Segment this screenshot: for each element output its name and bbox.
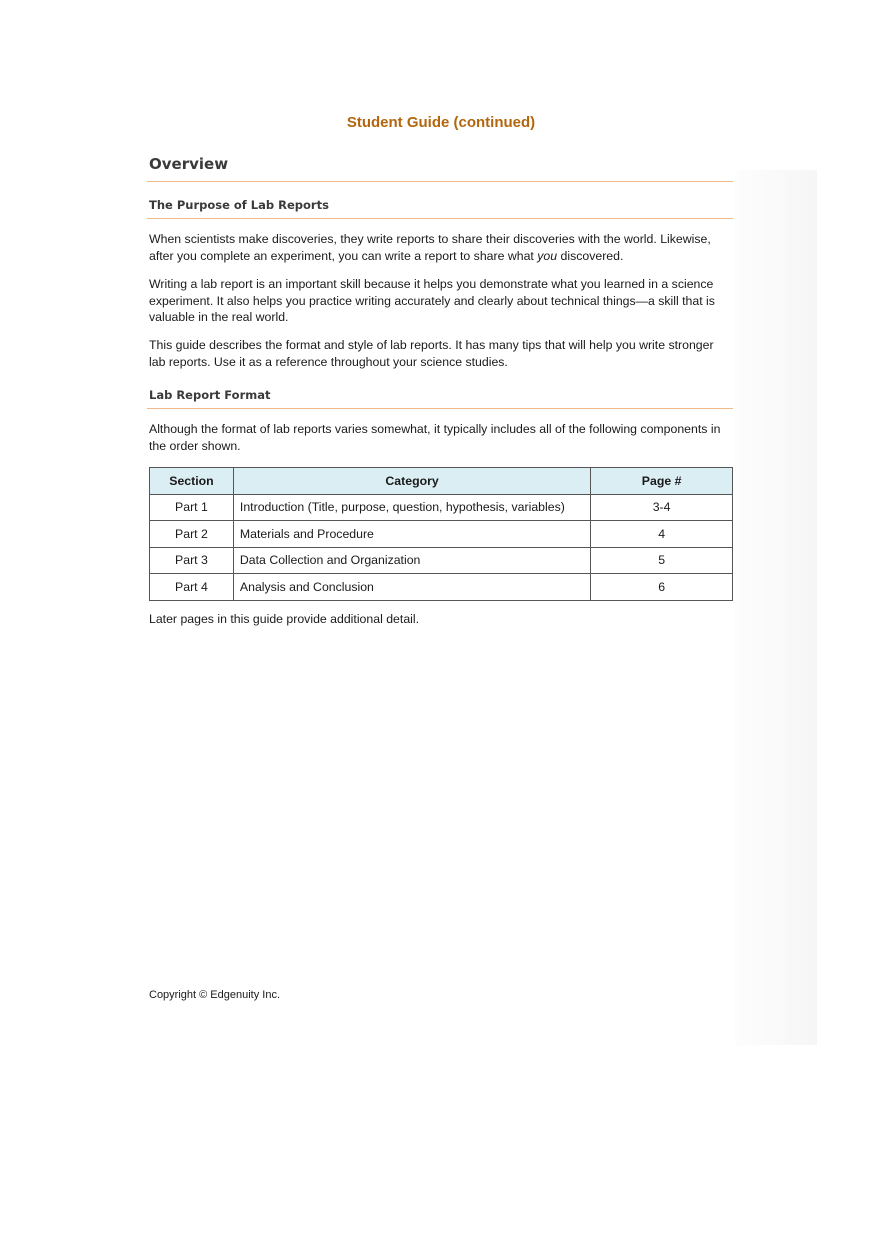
page-edge-shade [735, 170, 817, 1045]
after-table-note: Later pages in this guide provide additional detail. [149, 612, 420, 626]
format-intro: Although the format of lab reports varies somewhat, it typically includes all of the following components in the order shown. [149, 422, 721, 453]
purpose-paragraph-1 [149, 231, 733, 264]
table-cell: Analysis and Conclusion [233, 574, 590, 601]
table-cell: Introduction (Title, purpose, question, hypothesis, variables) [233, 494, 590, 521]
column-header-category: Category [233, 468, 590, 495]
purpose-heading: The Purpose of Lab Reports [149, 198, 329, 212]
overview-heading: Overview [149, 155, 229, 173]
components-table [149, 467, 733, 601]
table-row [150, 547, 733, 574]
heading-divider [147, 181, 733, 182]
table-cell: 6 [591, 574, 733, 601]
table-row [150, 494, 733, 521]
table-cell: Data Collection and Organization [233, 547, 590, 574]
purpose-paragraph-3: This guide describes the format and style of lab reports. It has many tips that will help you write stronger lab reports. Use it as a reference throughout your science studies. [149, 338, 714, 369]
copyright-footer: Copyright © Edgenuity Inc. [149, 989, 281, 1001]
table-cell: Part 2 [150, 521, 234, 548]
purpose-paragraph-2: Writing a lab report is an important skill because it helps you demonstrate what you learned in a science experiment. It also helps you practice writing accurately and clearly about technical things—a skill that is valuable in the real world. [149, 277, 715, 324]
paragraph-text: When scientists make discoveries, they write reports to share their discoveries with the world. Likewise, after you complete an experiment, you can write a report to share what [149, 232, 711, 263]
format-heading: Lab Report Format [149, 388, 271, 402]
emphasis-text: you [537, 248, 558, 263]
table-cell: 5 [591, 547, 733, 574]
column-header-section: Section [150, 468, 234, 495]
table-cell: Part 1 [150, 494, 234, 521]
table-header-row [150, 468, 733, 495]
subheading-divider [147, 408, 733, 409]
table-cell: 4 [591, 521, 733, 548]
table-cell: Part 4 [150, 574, 234, 601]
table-cell: 3-4 [591, 494, 733, 521]
paragraph-text: discovered. [557, 248, 624, 263]
subheading-divider [147, 218, 733, 219]
table-cell: Part 3 [150, 547, 234, 574]
table-row [150, 574, 733, 601]
column-header-page: Page # [591, 468, 733, 495]
table-row [150, 521, 733, 548]
document-title: Student Guide (continued) [346, 114, 536, 131]
table-cell: Materials and Procedure [233, 521, 590, 548]
